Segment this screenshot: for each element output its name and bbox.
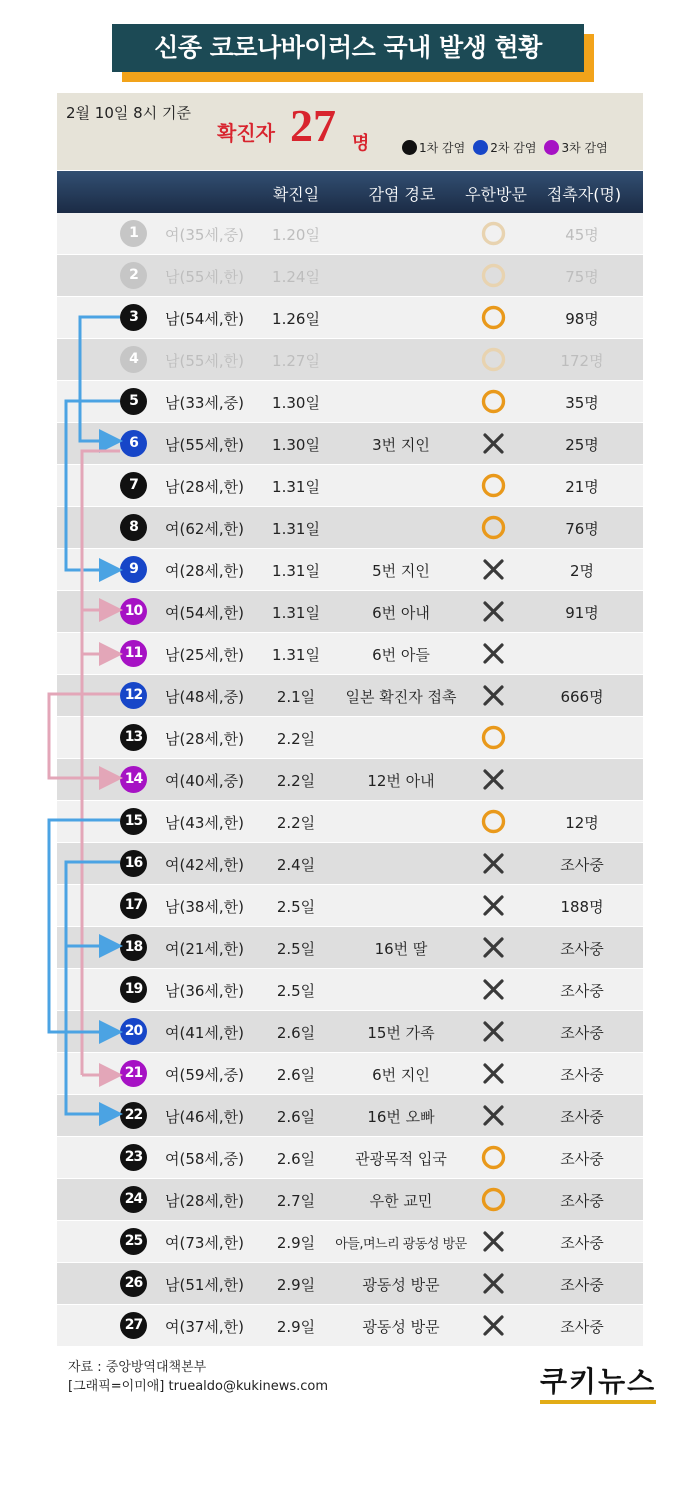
wuhan-visit-circle-icon [479,808,508,835]
infection-route: 6번 지인 [372,1066,430,1084]
contact-count: 666명 [560,688,604,706]
header-visit: 우한방문 [465,185,527,204]
patient-info: 남(51세,한) [165,1276,245,1294]
confirmed-date: 2.2일 [276,772,316,790]
wuhan-visit-x-icon [479,1102,508,1129]
patient-info: 남(28세,한) [165,730,245,748]
patient-info: 남(48세,중) [165,688,245,706]
patient-info: 여(40세,중) [165,772,245,790]
wuhan-visit-x-icon [479,892,508,919]
legend [402,139,608,156]
confirmed-label: 확진자 [217,121,275,145]
wuhan-visit-x-icon [479,976,508,1003]
confirmed-count: 27 [290,100,336,151]
case-number-badge: 21 [120,1060,147,1087]
case-number-badge: 26 [120,1270,147,1297]
footer [68,1358,328,1396]
table-row [57,1137,643,1178]
confirmed-date: 2.2일 [276,814,316,832]
case-number-badge: 4 [120,346,147,373]
case-number-badge: 25 [120,1228,147,1255]
wuhan-visit-circle-icon [479,388,508,415]
contact-count: 조사중 [560,982,604,1000]
case-number-badge: 15 [120,808,147,835]
patient-info: 여(73세,한) [165,1234,245,1252]
infection-route: 우한 교민 [369,1192,433,1210]
contact-count: 조사중 [560,1234,604,1252]
confirmed-date: 2.9일 [276,1276,316,1294]
infection-route: 일본 확진자 접촉 [345,688,457,706]
case-number-badge: 19 [120,976,147,1003]
case-number-badge: 11 [120,640,147,667]
infection-route: 12번 아내 [367,772,435,790]
case-number-badge: 2 [120,262,147,289]
patient-info: 여(42세,한) [165,856,245,874]
patient-info: 여(59세,중) [165,1066,245,1084]
confirmed-unit: 명 [352,133,370,154]
contact-count: 조사중 [560,1066,604,1084]
contact-count: 조사중 [560,1276,604,1294]
case-number-badge: 16 [120,850,147,877]
wuhan-visit-x-icon [479,934,508,961]
wuhan-visit-circle-icon [479,514,508,541]
wuhan-visit-circle-icon [479,346,508,373]
contact-count: 25명 [565,436,599,454]
table-row [57,1095,643,1136]
contact-count: 21명 [565,478,599,496]
patient-info: 여(54세,한) [165,604,245,622]
wuhan-visit-circle-icon [479,472,508,499]
patient-info: 여(41세,한) [165,1024,245,1042]
wuhan-visit-x-icon [479,1312,508,1339]
wuhan-visit-x-icon [479,430,508,457]
confirmed-date: 1.31일 [272,562,320,580]
wuhan-visit-circle-icon [479,1144,508,1171]
confirmed-date: 2.4일 [276,856,316,874]
table-row [57,297,643,338]
infection-route: 15번 가족 [367,1024,435,1042]
table-row [57,633,643,674]
table-row [57,1263,643,1304]
contact-count: 35명 [565,394,599,412]
confirmed-date: 2.2일 [276,730,316,748]
legend-item-tertiary [544,139,607,156]
patient-info: 남(25세,한) [165,646,245,664]
wuhan-visit-circle-icon [479,220,508,247]
case-number-badge: 10 [120,598,147,625]
case-number-badge: 18 [120,934,147,961]
wuhan-visit-x-icon [479,1270,508,1297]
case-number-badge: 17 [120,892,147,919]
table-row [57,423,643,464]
table-row [57,717,643,758]
legend-dot-blue-icon [473,140,488,155]
table-row [57,213,643,254]
patient-info: 여(58세,중) [165,1150,245,1168]
kukinews-logo [540,1360,656,1400]
wuhan-visit-circle-icon [479,1186,508,1213]
table-row [57,591,643,632]
case-number-badge: 6 [120,430,147,457]
wuhan-visit-x-icon [479,556,508,583]
patient-info: 여(28세,한) [165,562,245,580]
confirmed-date: 1.31일 [272,478,320,496]
case-number-badge: 12 [120,682,147,709]
patient-info: 남(28세,한) [165,478,245,496]
confirmed-date: 2.9일 [276,1234,316,1252]
contact-count: 75명 [565,268,599,286]
infection-route: 16번 오빠 [367,1108,435,1126]
patient-info: 남(38세,한) [165,898,245,916]
case-number-badge: 20 [120,1018,147,1045]
confirmed-date: 1.20일 [272,226,320,244]
wuhan-visit-circle-icon [479,304,508,331]
table-row [57,759,643,800]
legend-item-secondary [473,139,536,156]
contact-count: 조사중 [560,1108,604,1126]
header-contacts: 접촉자(명) [546,185,622,204]
table-row [57,927,643,968]
confirmed-date: 2.5일 [276,898,316,916]
header-route: 감염 경로 [368,185,436,204]
logo-text: 쿠키뉴스 [540,1365,657,1398]
patient-info: 남(43세,한) [165,814,245,832]
confirmed-date: 2.5일 [276,940,316,958]
contact-count: 45명 [565,226,599,244]
confirmed-date: 1.30일 [272,436,320,454]
table-row [57,465,643,506]
confirmed-date: 2.6일 [276,1024,316,1042]
patient-info: 남(33세,중) [165,394,245,412]
wuhan-visit-x-icon [479,850,508,877]
patient-info: 여(21세,한) [165,940,245,958]
infection-route: 3번 지인 [372,436,430,454]
wuhan-visit-x-icon [479,682,508,709]
table-row [57,801,643,842]
patient-info: 남(55세,한) [165,268,245,286]
infection-route: 광동성 방문 [362,1318,440,1336]
patient-info: 여(37세,한) [165,1318,245,1336]
case-number-badge: 22 [120,1102,147,1129]
confirmed-date: 2.7일 [276,1192,316,1210]
confirmed-date: 1.30일 [272,394,320,412]
confirmed-date: 1.24일 [272,268,320,286]
table-row [57,255,643,296]
contact-count: 2명 [569,562,595,580]
patient-info: 남(55세,한) [165,352,245,370]
case-number-badge: 27 [120,1312,147,1339]
table-row [57,1305,643,1346]
patient-info: 남(54세,한) [165,310,245,328]
confirmed-date: 2.6일 [276,1066,316,1084]
wuhan-visit-circle-icon [479,724,508,751]
confirmed-date: 1.31일 [272,646,320,664]
contact-count: 91명 [565,604,599,622]
infection-route: 16번 딸 [374,940,428,958]
wuhan-visit-x-icon [479,1228,508,1255]
infection-route: 광동성 방문 [362,1276,440,1294]
table-row [57,843,643,884]
contact-count: 조사중 [560,1192,604,1210]
case-number-badge: 13 [120,724,147,751]
infection-route: 관광목적 입국 [355,1150,447,1168]
contact-count: 12명 [565,814,599,832]
contact-count: 조사중 [560,1318,604,1336]
wuhan-visit-x-icon [479,766,508,793]
table-row [57,1011,643,1052]
infection-route: 6번 아들 [372,646,430,664]
contact-count: 조사중 [560,1150,604,1168]
confirmed-date: 1.31일 [272,520,320,538]
table-row [57,339,643,380]
legend-item-primary [402,139,465,156]
confirmed-date: 1.26일 [272,310,320,328]
table-row [57,1179,643,1220]
confirmed-date: 2.5일 [276,982,316,1000]
patient-info: 여(35세,중) [165,226,245,244]
patient-info: 남(28세,한) [165,1192,245,1210]
wuhan-visit-circle-icon [479,262,508,289]
case-number-badge: 5 [120,388,147,415]
source-text: 자료 : 중앙방역대책본부 [68,1360,207,1375]
contact-count: 98명 [565,310,599,328]
contact-count: 조사중 [560,856,604,874]
infection-route: 6번 아내 [372,604,430,622]
table-row [57,969,643,1010]
confirmed-date: 1.27일 [272,352,320,370]
contact-count: 76명 [565,520,599,538]
contact-count: 조사중 [560,1024,604,1042]
infection-route: 아들,며느리 광동성 방문 [335,1237,467,1252]
table-row [57,1221,643,1262]
title-banner [112,24,594,82]
table-row [57,507,643,548]
case-number-badge: 7 [120,472,147,499]
table-row [57,549,643,590]
confirmed-date: 1.31일 [272,604,320,622]
summary-panel [57,93,643,170]
wuhan-visit-x-icon [479,1060,508,1087]
case-number-badge: 9 [120,556,147,583]
case-number-badge: 14 [120,766,147,793]
credit-text: [그래픽=이미애] truealdo@kukinews.com [68,1379,329,1394]
wuhan-visit-x-icon [479,1018,508,1045]
confirmed-date: 2.6일 [276,1150,316,1168]
legend-dot-purple-icon [544,140,559,155]
legend-label: 1차 감염 [419,141,466,155]
base-date: 2월 10일 8시 기준 [66,104,191,122]
patient-info: 남(36세,한) [165,982,245,1000]
case-number-badge: 3 [120,304,147,331]
case-number-badge: 8 [120,514,147,541]
contact-count: 188명 [560,898,604,916]
case-number-badge: 1 [120,220,147,247]
logo-underline [540,1400,656,1404]
contact-count: 조사중 [560,940,604,958]
patient-info: 여(62세,한) [165,520,245,538]
legend-dot-black-icon [402,140,417,155]
table-row [57,381,643,422]
case-number-badge: 23 [120,1144,147,1171]
table-row [57,885,643,926]
confirmed-date: 2.1일 [276,688,316,706]
infection-route: 5번 지인 [372,562,430,580]
page-title: 신종 코로나바이러스 국내 발생 현황 [112,24,584,72]
legend-label: 2차 감염 [490,141,537,155]
table-header [57,171,643,213]
case-number-badge: 24 [120,1186,147,1213]
patient-info: 남(55세,한) [165,436,245,454]
header-date: 확진일 [272,185,320,204]
contact-count: 172명 [560,352,604,370]
confirmed-date: 2.9일 [276,1318,316,1336]
table-row [57,1053,643,1094]
wuhan-visit-x-icon [479,640,508,667]
patient-info: 남(46세,한) [165,1108,245,1126]
wuhan-visit-x-icon [479,598,508,625]
table-row [57,675,643,716]
legend-label: 3차 감염 [561,141,608,155]
confirmed-date: 2.6일 [276,1108,316,1126]
